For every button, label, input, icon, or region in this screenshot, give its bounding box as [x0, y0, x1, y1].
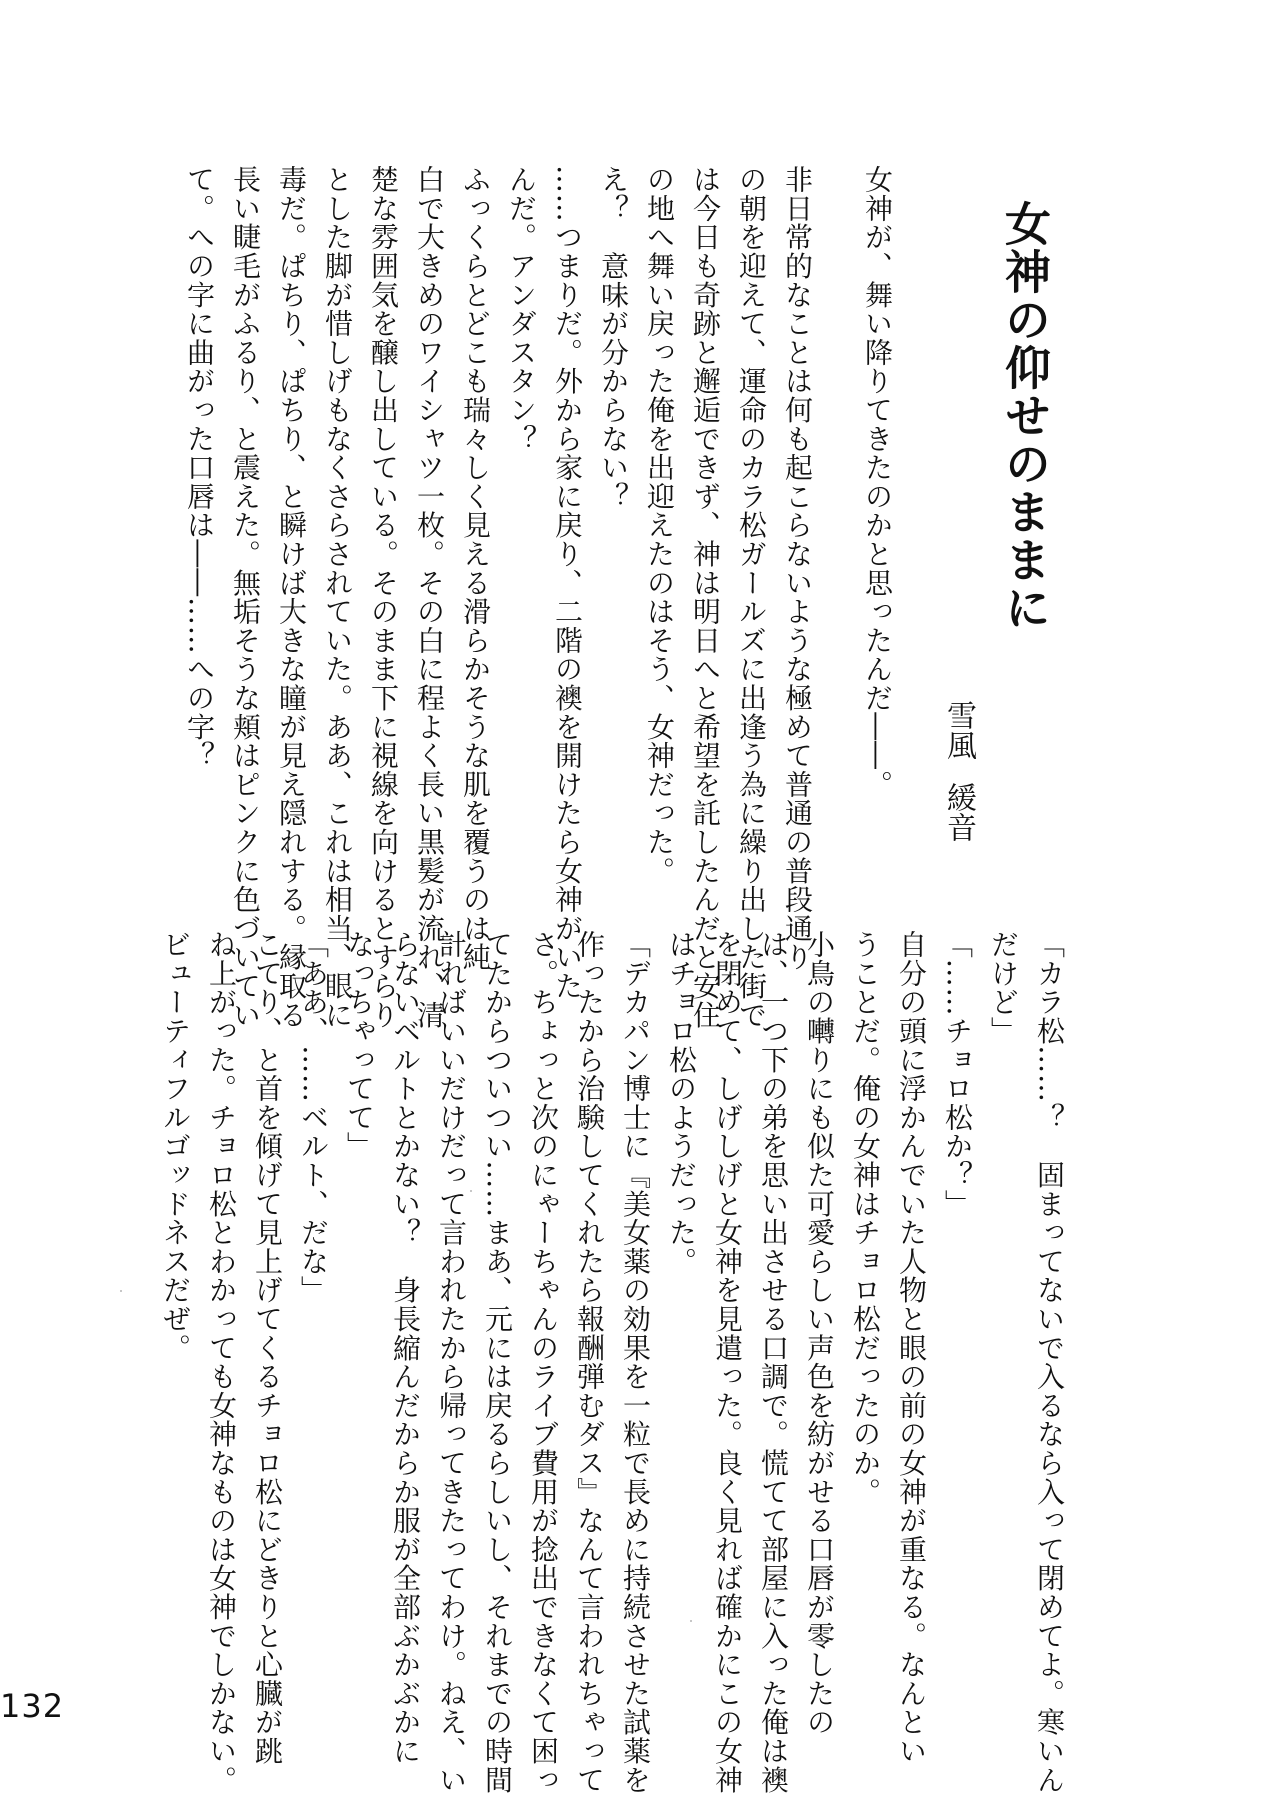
text-line: なっちゃってて」	[343, 930, 376, 1161]
text-line: うことだ。俺の女神はチョロ松だったのか。	[849, 930, 882, 1506]
text-line: はチョロ松のようだった。	[665, 930, 698, 1276]
text-line: の朝を迎えて、運命のカラ松ガールズに出逢う為に繰り出した街で	[735, 165, 768, 1029]
text-line: は今日も奇跡と邂逅できず、神は明日へと希望を託したんだと安住	[689, 165, 722, 1029]
text-line: は、一つ下の弟を思い出させる口調で。慌てて部屋に入った俺は襖	[757, 930, 790, 1794]
text-line: 「デカパン博士に『美女薬の効果を一粒で長めに持続させた試薬を	[619, 930, 652, 1794]
opening-line: 女神が、舞い降りてきたのかと思ったんだ――。	[861, 165, 894, 799]
text-line: んだ。アンダスタン？	[505, 165, 538, 453]
text-line: え？ 意味が分からない？	[597, 165, 630, 511]
scan-speck	[120, 1290, 122, 1292]
scan-speck	[690, 1620, 692, 1622]
text-line: 長い睫毛がふるり、と震えた。無垢そうな頬はピンクに色づいてい	[229, 165, 262, 1029]
text-line: 「……チョロ松か？」	[941, 930, 974, 1218]
upper-text-block	[140, 165, 900, 1029]
author-surname: 雪風	[941, 700, 976, 760]
text-line: を閉めて、しげしげと女神を見遣った。良く見れば確かにこの女神	[711, 930, 744, 1794]
text-line: てたからついつい……まあ、元には戻るらしいし、それまでの時間	[481, 930, 514, 1794]
story-title: 女神の仰せのままに	[998, 200, 1052, 632]
author-given-name: 緩音	[941, 782, 976, 842]
text-line: こてり、と首を傾げて見上げてくるチョロ松にどきりと心臓が跳	[251, 930, 284, 1766]
text-line: 作ったから治験してくれたら報酬弾むダス』なんて言われちゃって	[573, 930, 606, 1794]
text-line: て。への字に曲がった口唇は――……への字？	[183, 165, 216, 770]
text-line: らないベルトとかない？ 身長縮んだからか服が全部ぶかぶかに	[389, 930, 422, 1766]
text-line: とした脚が惜しげもなくさらされていた。ああ、これは相当、眼に	[321, 165, 354, 1029]
lower-text-block	[159, 930, 1072, 1794]
text-line: 非日常的なことは何も起こらないような極めて普通の普段通り	[781, 165, 814, 972]
author-name	[928, 700, 988, 860]
text-line: さ。ちょっと次のにゃーちゃんのライブ費用が捻出できなくて困っ	[527, 930, 560, 1794]
text-line: 小鳥の囀りにも似た可愛らしい声色を紡がせる口唇が零したの	[803, 930, 836, 1737]
text-line: ね上がった。チョロ松とわかっても女神なものは女神でしかない。	[205, 930, 238, 1794]
text-line: ……つまりだ。外から家に戻り、二階の襖を開けたら女神がいた	[551, 165, 584, 1001]
scan-speck	[470, 1190, 472, 1192]
text-line: の地へ舞い戻った俺を出迎えたのはそう、女神だった。	[643, 165, 676, 885]
text-line: 計ればいいだけだって言われたから帰ってきたってわけ。ねえ、い	[435, 930, 468, 1794]
text-line: ビューティフルゴッドネスだぜ。	[159, 930, 192, 1362]
text-line: 「ああ、……ベルト、だな」	[297, 930, 330, 1305]
text-line: 「カラ松……？ 固まってないで入るなら入って閉めてよ。寒いん	[1033, 930, 1066, 1794]
text-line: 自分の頭に浮かんでいた人物と眼の前の女神が重なる。なんとい	[895, 930, 928, 1766]
text-line: 楚な雰囲気を醸し出している。そのまま下に視線を向けるとすらり	[367, 165, 400, 1029]
text-line: ふっくらとどこも瑞々しく見える滑らかそうな肌を覆うのは純	[459, 165, 492, 972]
text-line: 毒だ。ぱちり、ぱちり、と瞬けば大きな瞳が見え隠れする。縁取る	[275, 165, 308, 1029]
page-number: 132	[0, 1687, 65, 1725]
text-line: だけど」	[987, 930, 1020, 1046]
text-line: 白で大きめのワイシャツ一枚。その白に程よく長い黒髪が流れ、清	[413, 165, 446, 1029]
